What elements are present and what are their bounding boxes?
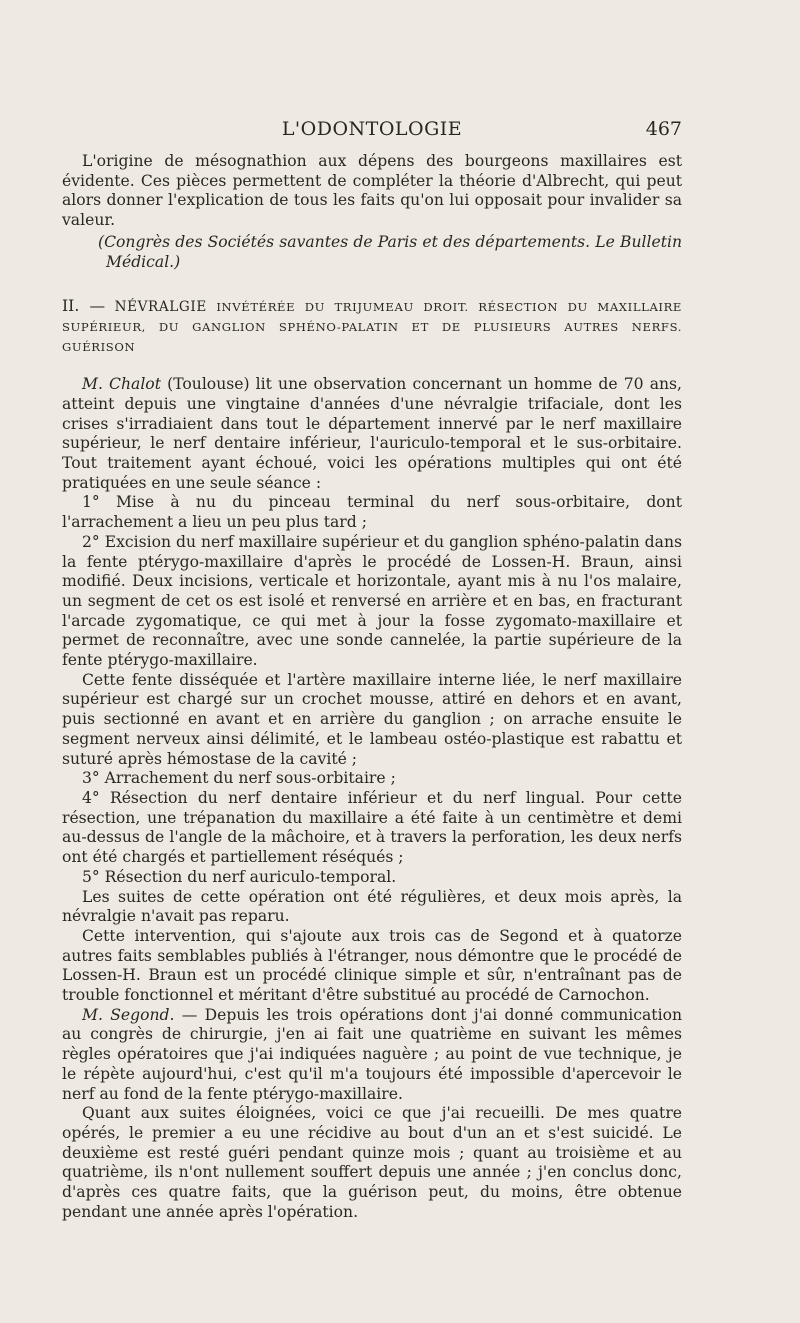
page-number: 467	[645, 118, 682, 140]
page-header	[62, 118, 682, 152]
intro-paragraph: L'origine de mésognathion aux dépens des bourgeons maxillaires est évidente. Ces pièces permettent de compléter la théorie d'Albrecht, qui peut alors donner l'explication de tous les faits qu'on lui opposait pour invalider sa valeur.	[62, 152, 682, 230]
paragraph-dissection: Cette fente disséquée et l'artère maxillaire interne liée, le nerf maxillaire supérieur est chargé sur un crochet mousse, attiré en dehors et en avant, puis sectionné en avant et en arrière du ganglion ; on arrache ensuite le segment nerveux ainsi délimité, et le lambeau ostéo-plastique est rabattu et suturé après hémostase de la cavité ;	[62, 670, 682, 768]
section-title: INVÉTÉRÉE DU TRIJUMEAU DROIT. RÉSECTION DU MAXILLAIRE SUPÉRIEUR, DU GANGLION SPHÉNO-PALATIN ET DE PLUSIEURS AUTRES NERFS. GUÉRISON	[62, 300, 682, 355]
section-heading	[62, 296, 682, 357]
author-chalot: M. Chalot	[82, 375, 161, 394]
section-first-word: NÉVRALGIE	[114, 299, 207, 316]
running-title: L'ODONTOLOGIE	[281, 118, 463, 140]
paragraph-outcome: Les suites de cette opération ont été régulières, et deux mois après, la névralgie n'avait pas reparu.	[62, 887, 682, 926]
section-number: II. —	[62, 297, 106, 316]
operation-item-2: 2° Excision du nerf maxillaire supérieur et du ganglion sphéno-palatin dans la fente ptérygo-maxillaire d'après le procédé de Lossen-H. Braun, ainsi modifié. Deux incisions, verticale et horizontale, ayant mis à nu l'os malaire, un segment de cet os est isolé et renversé en arrière et en bas, en fracturant l'arcade zygomatique, ce qui met à jour la fosse zygomato-maxillaire et permet de reconnaître, avec une sonde cannelée, la partie supérieure de la fente ptérygo-maxillaire.	[62, 532, 682, 670]
operation-item-5: 5° Résection du nerf auriculo-temporal.	[82, 867, 397, 886]
paragraph-conclusion: Cette intervention, qui s'ajoute aux trois cas de Segond et à quatorze autres faits semblables publiés à l'étranger, nous démontre que le procédé de Lossen-H. Braun est un procédé clinique simple et sûr, n'entraînant pas de trouble fonctionnel et méritant d'être substitué au procédé de Carnochon.	[62, 926, 682, 1005]
paragraph-chalot	[62, 375, 682, 493]
author-segond: M. Segond.	[82, 1005, 175, 1024]
operation-item-4: 4° Résection du nerf dentaire inférieur et du nerf lingual. Pour cette résection, une trépanation du maxillaire a été faite à un centimètre et demi au-dessus de l'angle de la mâchoire, et à travers la perforation, les deux nerfs ont été chargés et partiellement réséqués ;	[62, 788, 682, 867]
operation-item-3: 3° Arrachement du nerf sous-orbitaire ;	[82, 769, 396, 788]
citation: (Congrès des Sociétés savantes de Paris et des départements. Le Bulletin Médical.)	[98, 232, 682, 271]
paragraph-segond	[62, 1006, 682, 1105]
operation-item-1: 1° Mise à nu du pinceau terminal du nerf sous-orbitaire, dont l'arrachement a lieu un peu plus tard ;	[62, 493, 682, 532]
paragraph-chalot-text: (Toulouse) lit une observation concernant un homme de 70 ans, atteint depuis une vingtaine d'années d'une névralgie trifaciale, dont les crises s'irradiaient dans tout le département innervé par le nerf maxillaire supérieur, le nerf dentaire inférieur, l'auriculo-temporal et le sus-orbitaire. Tout traitement ayant échoué, voici les opérations multiples qui ont été pratiquées en une seule séance :	[62, 375, 682, 492]
journal-page	[62, 118, 682, 1222]
paragraph-followup: Quant aux suites éloignées, voici ce que j'ai recueilli. De mes quatre opérés, le premier a eu une récidive au bout d'un an et s'est suicidé. Le deuxième est resté guéri pendant quinze mois ; quant au troisième et au quatrième, ils n'ont nullement souffert depuis une année ; j'en conclus donc, d'après ces quatre faits, que la guérison peut, du moins, être obtenue pendant une année après l'opération.	[62, 1104, 682, 1221]
paragraph-segond-text: — Depuis les trois opérations dont j'ai donné communication au congrès de chirurgie, j'en ai fait une quatrième en suivant les mêmes règles opératoires que j'ai indiquées naguère ; au point de vue technique, je le répète aujourd'hui, c'est qu'il m'a toujours été impossible d'apercevoir le nerf au fond de la fente ptérygo-maxillaire.	[62, 1005, 682, 1103]
